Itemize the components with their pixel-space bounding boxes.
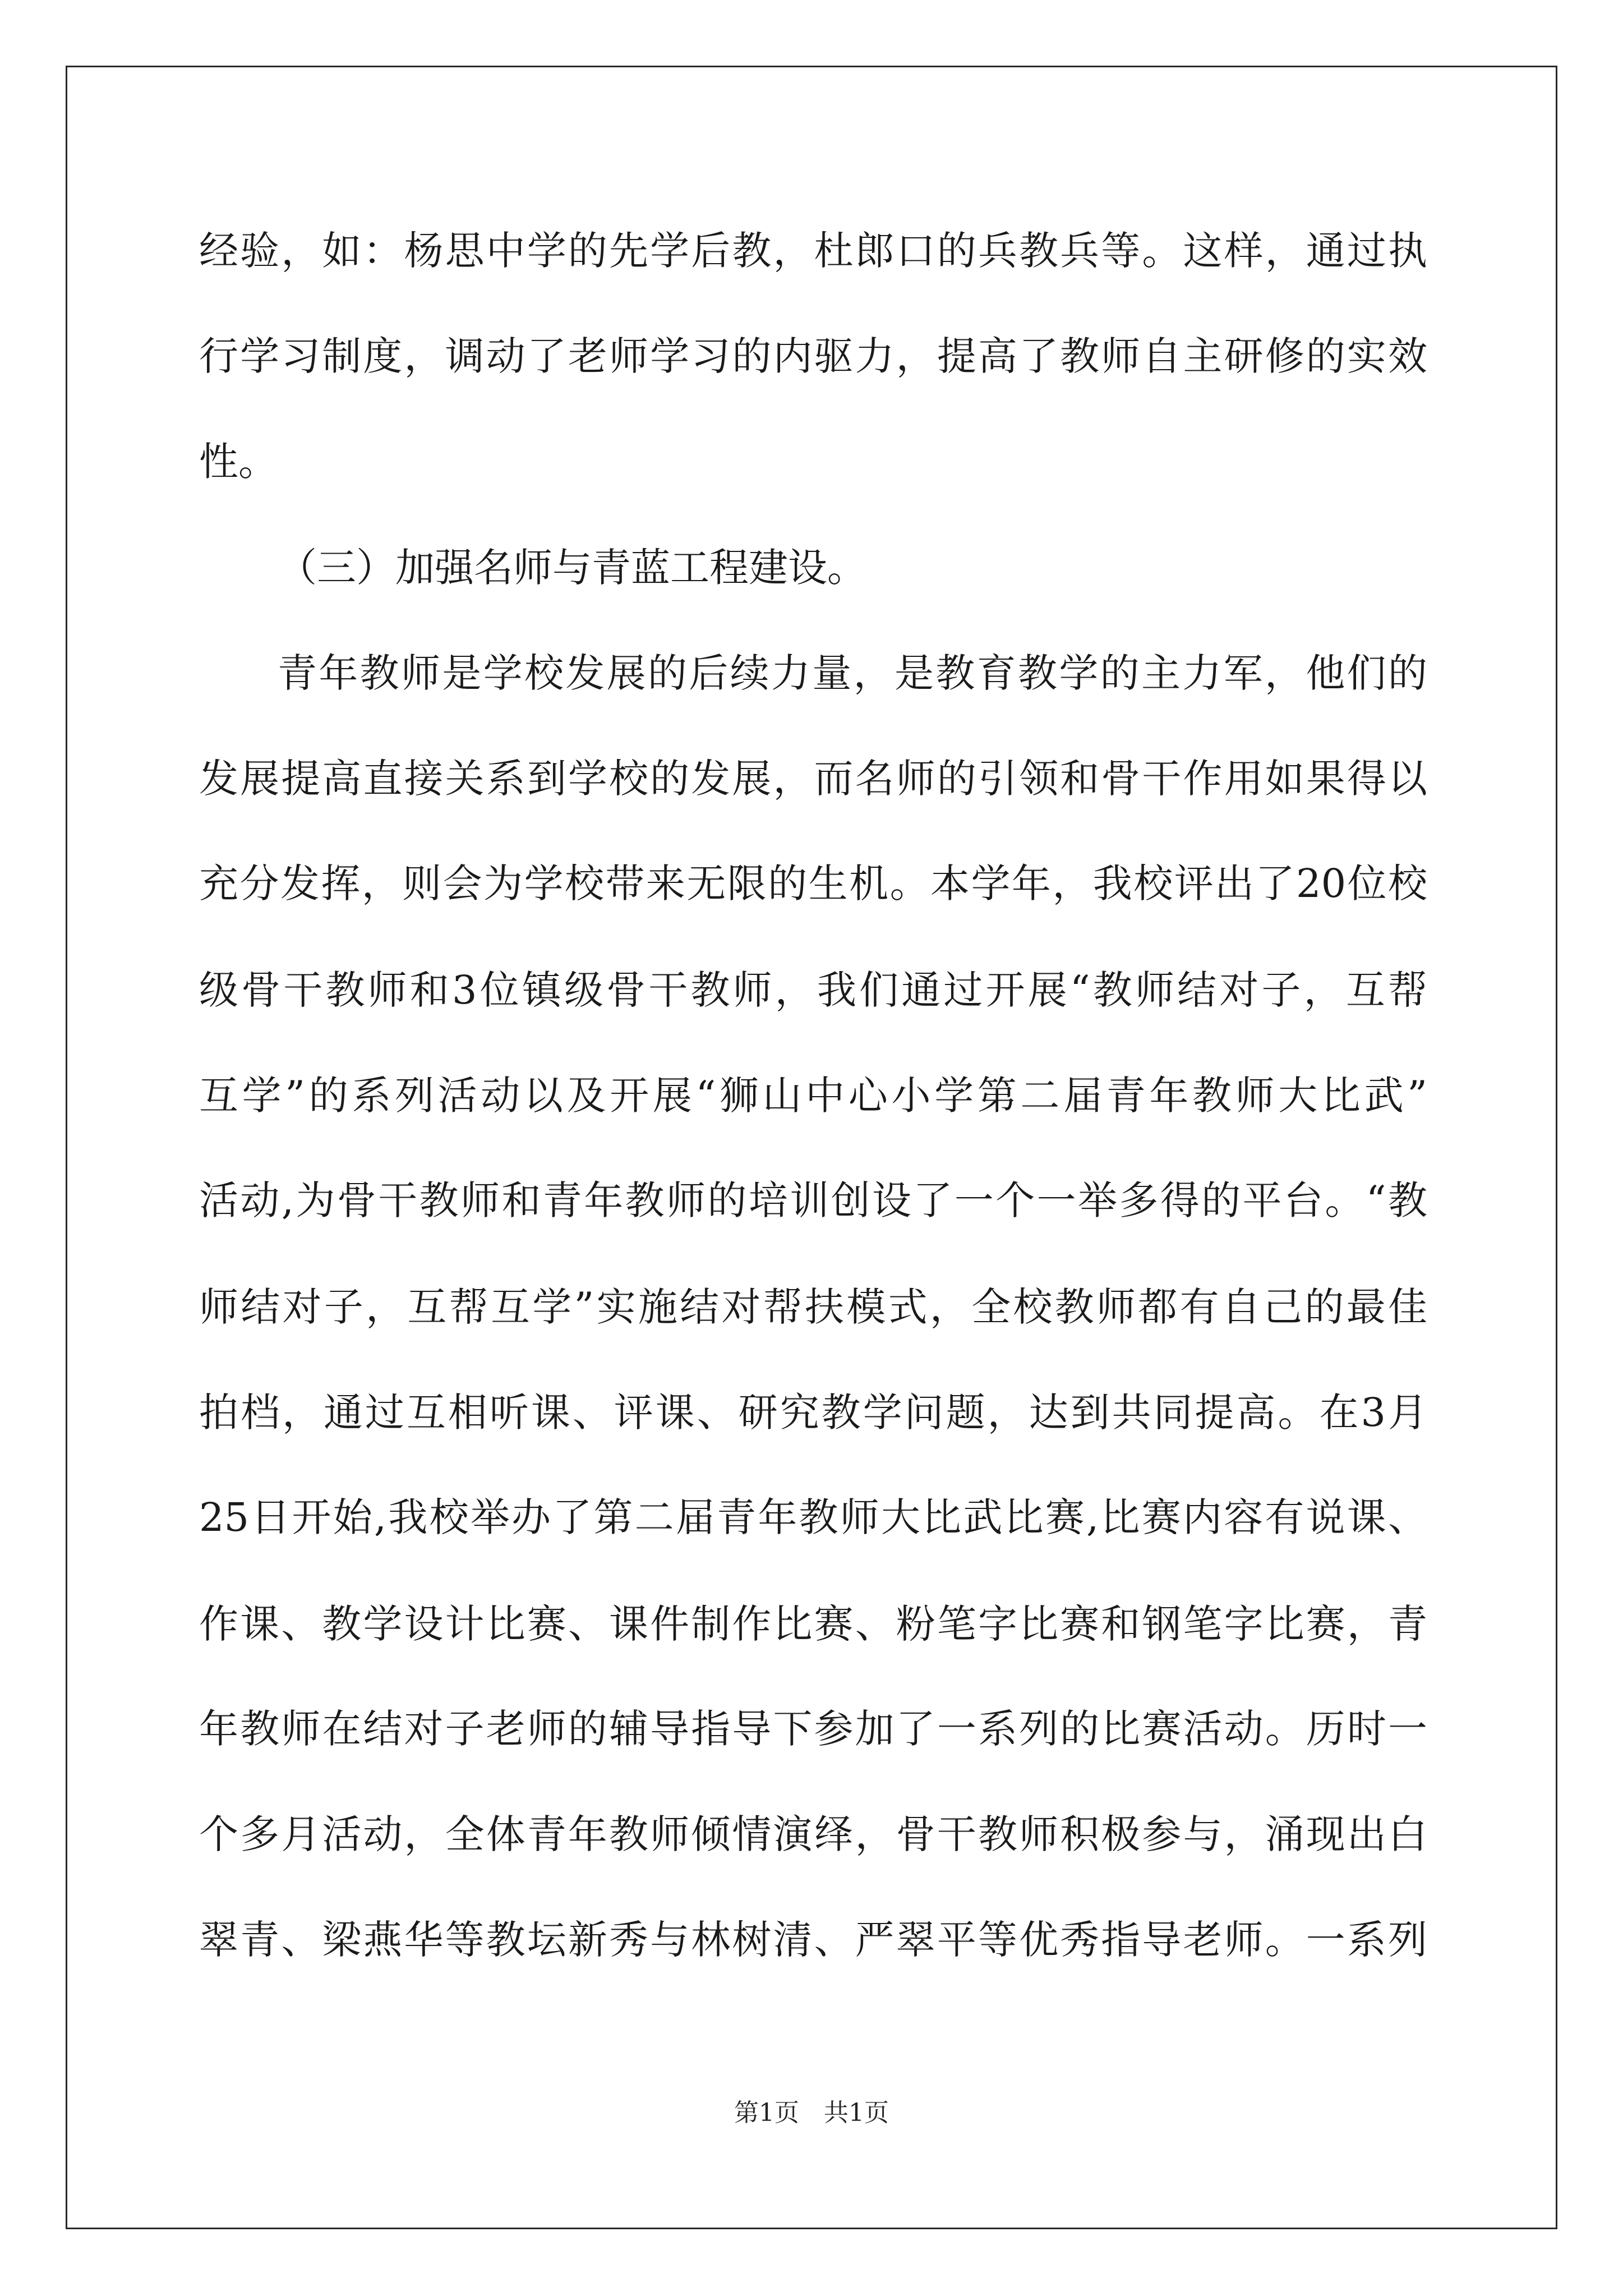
- text-line-14: 作课、教学设计比赛、课件制作比赛、粉笔字比赛和钢笔字比赛，青: [199, 1601, 1427, 1647]
- section-heading: （三）加强名师与青蓝工程建设。: [278, 545, 866, 591]
- text-line-15: 年教师在结对子老师的辅导指导下参加了一系列的比赛活动。历时一: [199, 1706, 1427, 1752]
- text-line-5: 青年教师是学校发展的后续力量，是教育教学的主力军，他们的: [278, 650, 1427, 696]
- text-line-12: 拍档，通过互相听课、评课、研究教学问题，达到共同提高。在3月: [199, 1389, 1427, 1435]
- text-line-16: 个多月活动，全体青年教师倾情演绎，骨干教师积极参与，涌现出白: [199, 1811, 1427, 1857]
- text-line-2: 行学习制度，调动了老师学习的内驱力，提高了教师自主研修的实效: [199, 333, 1427, 379]
- text-line-8: 级骨干教师和3位镇级骨干教师，我们通过开展“教师结对子，互帮: [199, 967, 1427, 1013]
- text-line-9: 互学”的系列活动以及开展“狮山中心小学第二届青年教师大比武”: [199, 1073, 1427, 1119]
- text-line-11: 师结对子，互帮互学”实施结对帮扶模式，全校教师都有自己的最佳: [199, 1284, 1427, 1330]
- text-line-7: 充分发挥，则会为学校带来无限的生机。本学年，我校评出了20位校: [199, 861, 1427, 907]
- text-line-10: 活动,为骨干教师和青年教师的培训创设了一个一举多得的平台。“教: [199, 1177, 1427, 1223]
- page-border: [66, 66, 1557, 2229]
- text-line-3: 性。: [199, 439, 278, 485]
- page-footer: 第1页 共1页: [734, 2099, 889, 2127]
- text-line-6: 发展提高直接关系到学校的发展，而名师的引领和骨干作用如果得以: [199, 756, 1427, 802]
- text-line-17: 翠青、梁燕华等教坛新秀与林树清、严翠平等优秀指导老师。一系列: [199, 1917, 1427, 1963]
- text-line-13: 25日开始,我校举办了第二届青年教师大比武比赛,比赛内容有说课、: [199, 1494, 1427, 1540]
- text-line-1: 经验，如：杨思中学的先学后教，杜郎口的兵教兵等。这样，通过执: [199, 228, 1427, 274]
